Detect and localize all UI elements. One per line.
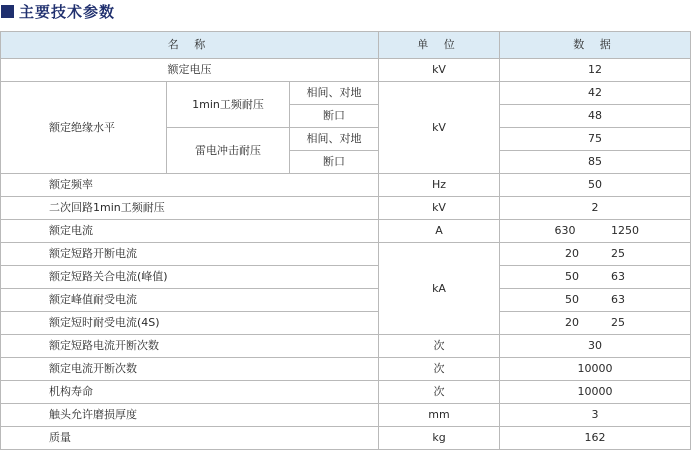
table-row [1,312,691,335]
cell-value: 2 [500,197,691,220]
cell-value: 10000 [500,358,691,381]
cell-unit: 次 [379,381,500,404]
cell-name: 额定短路电流开断次数 [1,335,379,358]
cell-unit: A [379,220,500,243]
cell-unit: kV [379,197,500,220]
cell-value: 50 [500,174,691,197]
cell-value: 10000 [500,381,691,404]
cell-subname: 相间、对地 [290,128,379,151]
value-2: 63 [611,293,626,306]
table-row [1,220,691,243]
cell-value: 30 [500,335,691,358]
header-data: 数 据 [500,32,691,59]
cell-subname: 1min工频耐压 [167,82,290,128]
cell-subname: 断口 [290,151,379,174]
section-title: 主要技术参数 [19,2,116,21]
cell-name: 额定频率 [1,174,379,197]
square-bullet-icon [1,5,14,18]
table-row [1,289,691,312]
cell-value [500,243,691,266]
value-2: 1250 [611,224,640,237]
cell-value [500,266,691,289]
table-row [1,358,691,381]
cell-value [500,312,691,335]
table-row [1,335,691,358]
cell-name: 二次回路1min工频耐压 [1,197,379,220]
header-name: 名 称 [1,32,379,59]
value-1: 20 [565,316,580,329]
cell-value: 12 [500,59,691,82]
table-row [1,59,691,82]
cell-unit: kA [379,243,500,335]
cell-unit: kV [379,82,500,174]
value-1: 20 [565,247,580,260]
table-row [1,266,691,289]
cell-value: 48 [500,105,691,128]
cell-value: 3 [500,404,691,427]
section-heading [0,0,115,22]
table-row [1,197,691,220]
value-1: 630 [554,224,576,237]
cell-name: 额定峰值耐受电流 [1,289,379,312]
cell-unit: kg [379,427,500,450]
table-row [1,82,691,105]
cell-unit: mm [379,404,500,427]
cell-name: 额定短路开断电流 [1,243,379,266]
value-2: 25 [611,247,626,260]
cell-name: 触头允许磨损厚度 [1,404,379,427]
table-row [1,427,691,450]
cell-value [500,220,691,243]
cell-unit: kV [379,59,500,82]
value-2: 63 [611,270,626,283]
cell-name: 额定绝缘水平 [1,82,167,174]
table-row [1,243,691,266]
spec-table [0,31,691,450]
cell-subname: 相间、对地 [290,82,379,105]
cell-value: 75 [500,128,691,151]
table-header-row [1,32,691,59]
cell-name: 额定短时耐受电流(4S) [1,312,379,335]
value-2: 25 [611,316,626,329]
cell-value [500,289,691,312]
cell-unit: 次 [379,335,500,358]
cell-value: 85 [500,151,691,174]
table-row [1,404,691,427]
cell-subname: 断口 [290,105,379,128]
cell-name: 质量 [1,427,379,450]
cell-unit: 次 [379,358,500,381]
table-row [1,381,691,404]
value-1: 50 [565,270,580,283]
table-row [1,174,691,197]
cell-name: 额定电流 [1,220,379,243]
cell-name: 额定电流开断次数 [1,358,379,381]
cell-unit: Hz [379,174,500,197]
cell-name: 额定电压 [1,59,379,82]
value-1: 50 [565,293,580,306]
cell-subname: 雷电冲击耐压 [167,128,290,174]
cell-name: 额定短路关合电流(峰值) [1,266,379,289]
cell-name: 机构寿命 [1,381,379,404]
cell-value: 42 [500,82,691,105]
header-unit: 单 位 [379,32,500,59]
cell-value: 162 [500,427,691,450]
